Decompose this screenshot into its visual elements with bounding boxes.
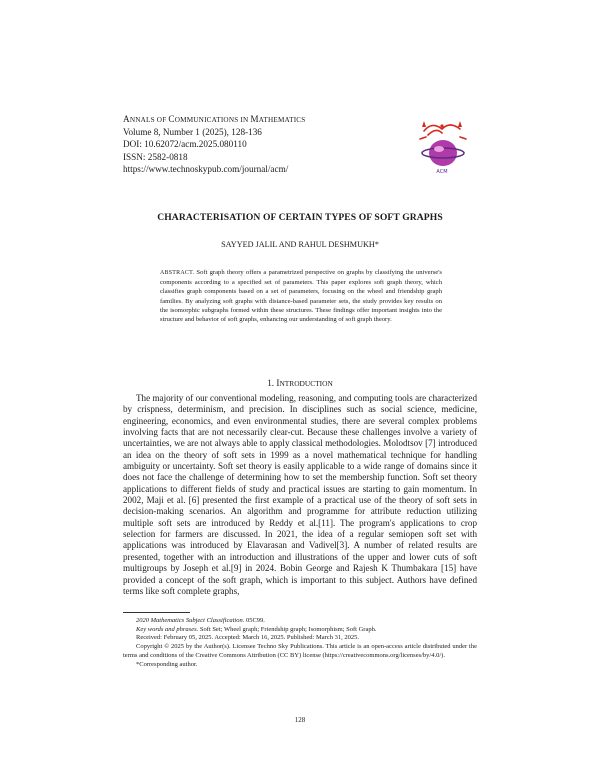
body-paragraph: The majority of our conventional modeling, reasoning, and computing tools are characterized by crispness, determinism, and precision. In disciplines such as social science, medicine, engineering, economics, and even environmental studies, there are several complex problems involving facts that are not necessarily clear-cut. Because these challenges involve a variety of uncertainties, we are not always able to apply classical methodologies. Molodtsov [7] introduced an idea on the theory of soft sets in 1999 as a novel mathematical technique for handling ambiguity or uncertainty. Soft set theory is easily applicable to a wide range of domains since it does not face the challenge of determining how to set the membership function. Soft set theory applications to different fields of study and practical issues are starting to gain momentum. In 2002, Maji et al. [6] presented the first example of a practical use of the theory of soft sets in decision-making scenarios. An algorithm and programme for attribute reduction utilizing multiple soft sets are introduced by Reddy et al.[11]. The program's applications to crop selection for farmers are discussed. In 2021, the idea of a regular semiopen soft set with applications was introduced by Elavarasan and Vadivel[3]. A number of related results are presented, together with an introduction and illustrations of the upper and lower cuts of soft multigroups by Joseph et al.[9] in 2024. Bobin George and Rajesh K Thumbakara [15] have provided a concept of the soft graph, which is important to this subject. Authors have defined terms like soft complete graphs, [123, 393, 477, 596]
footnote-copyright: Copyright © 2025 by the Author(s). Licensee Techno Sky Publications. This article is an open-access article distributed under the terms and conditions of the Creative Commons Attribution (CC BY) license (https://creativecommons.org/licenses/by/4.0/). [123, 643, 477, 659]
journal-volume: Volume 8, Number 1 (2025), 128-136 [123, 127, 262, 138]
abstract-text: Soft graph theory offers a parametrized perspective on graphs by classifying the universe's components according to a specified set of parameters. This paper explores soft graph theory, which classifies graph components based on a set of parameters, focusing on the wheel and friendship graph families. By analyzing soft graphs with distance-based parameter sets, the study provides key results on the isomorphic subgraphs formed within these structures. These findings offer important insights into the structure and behavior of soft graphs, enhancing our understanding of soft graph theory. [160, 269, 442, 324]
paper-authors: SAYYED JALIL AND RAHUL DESHMUKH* [221, 240, 379, 249]
journal-url[interactable]: https://www.technoskypub.com/journal/acm/ [123, 163, 289, 174]
footnote-corresponding: *Corresponding author. [136, 660, 198, 668]
journal-logo-icon [414, 117, 470, 177]
journal-issn: ISSN: 2582-0818 [123, 151, 188, 162]
section-heading-introduction: 1. INTRODUCTION [267, 378, 333, 388]
abstract-label: ABSTRACT. [160, 270, 195, 276]
journal-header [123, 113, 306, 175]
journal-doi[interactable]: DOI: 10.62072/acm.2025.080110 [123, 139, 247, 150]
paper-title: CHARACTERISATION OF CERTAIN TYPES OF SOFT GRAPHS [157, 212, 443, 223]
footnote-divider [123, 612, 190, 613]
footnotes [123, 617, 477, 669]
journal-name: ANNALS OF COMMUNICATIONS IN MATHEMATICS [123, 114, 306, 124]
footnote-dates: Received: February 05, 2025. Accepted: March 16, 2025. Published: March 31, 2025. [136, 634, 359, 642]
footnote-keywords: Key words and phrases. Soft Set; Wheel graph; Friendship graph; Isomorphism; Soft Graph. [136, 625, 377, 633]
abstract [160, 268, 442, 324]
svg-text:ACM: ACM [436, 169, 448, 175]
footnote-msc: 2020 Mathematics Subject Classification. 05C99. [136, 617, 265, 624]
page-number: 128 [294, 716, 306, 724]
